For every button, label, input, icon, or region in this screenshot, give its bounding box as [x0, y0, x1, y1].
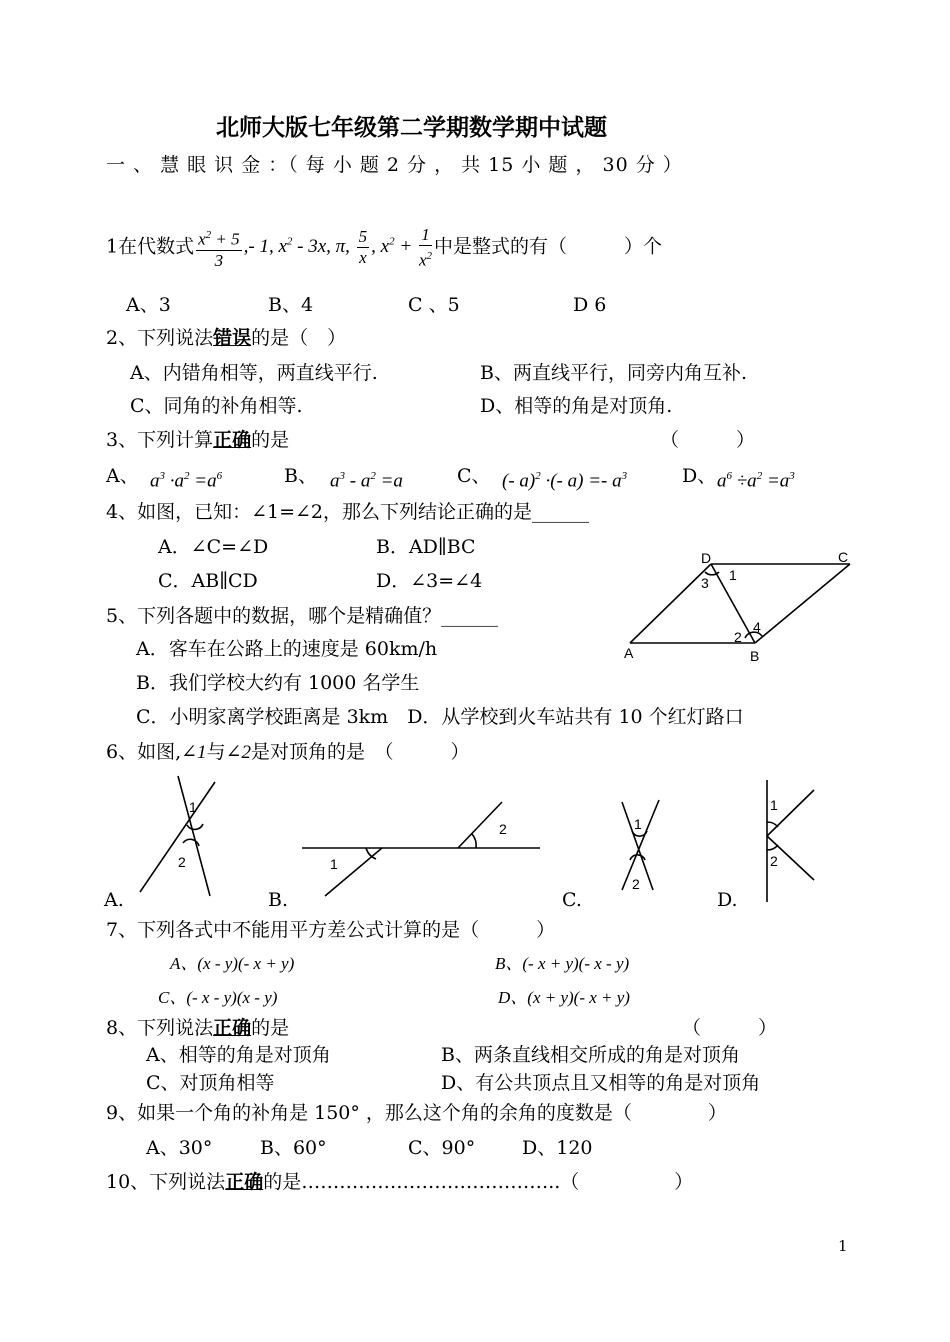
q8-option-c: C、对顶角相等	[146, 1072, 275, 1094]
q3-option-c: (- a)$^2$ ·(- $a) =- a^3$	[502, 470, 628, 492]
question-6	[106, 740, 470, 765]
q4-option-c: C．AB∥CD	[158, 570, 258, 592]
q6-option-d: D.	[717, 889, 738, 911]
q8-keyword: 正确	[213, 1017, 252, 1039]
q4-label-d: D	[701, 550, 712, 566]
q7-option-a: A、(x - y)(- x + y)	[170, 954, 295, 973]
q3-stem-end: 的是	[251, 429, 290, 451]
q3-option-d-label: D、	[682, 465, 717, 487]
q10-keyword: 正确	[225, 1171, 264, 1193]
q6-angle-1: ∠1	[181, 742, 207, 763]
q4-angle-4: 4	[753, 619, 761, 635]
q6-stem-end: 是对顶角的是 （ ）	[251, 741, 470, 763]
q5-option-b: B．我们学校大约有 1000 名学生	[136, 672, 420, 694]
q6-b-label-2: 2	[499, 821, 507, 837]
page-number: 1	[838, 1237, 848, 1255]
question-2	[106, 326, 346, 350]
q2-option-d: D、相等的角是对顶角.	[480, 395, 673, 417]
q4-label-c: C	[838, 550, 849, 565]
q6-angle-2: ∠2	[225, 742, 251, 763]
q3-option-b: $a^3 - a^2 =a$	[330, 470, 403, 492]
q5-option-a: A．客车在公路上的速度是 60km/h	[136, 638, 438, 660]
q6-d-label-2: 2	[770, 853, 778, 869]
q9-option-b: B、60°	[260, 1137, 327, 1159]
q6-c-label-2: 2	[632, 876, 640, 892]
q7-option-d: D、(x + y)(- x + y)	[498, 988, 630, 1007]
q8-option-d: D、有公共顶点且又相等的角是对顶角	[441, 1072, 761, 1094]
q8-stem-end: 的是	[251, 1017, 290, 1039]
q6-d-label-1: 1	[770, 797, 778, 813]
q1-prefix: 1在代数式	[106, 235, 195, 258]
q4-angle-1: 1	[729, 567, 737, 583]
q7-option-c: C、(- x - y)(x - y)	[158, 988, 278, 1007]
q4-label-a: A	[624, 645, 634, 661]
q3-option-a-label: A、	[106, 465, 139, 487]
q9-option-a: A、30°	[146, 1137, 213, 1159]
q4-option-b: B．AD∥BC	[376, 536, 476, 558]
q4-angle-2: 2	[734, 629, 742, 645]
question-5: 5、下列各题中的数据，哪个是精确值？______	[106, 605, 499, 627]
q4-figure	[615, 550, 855, 665]
q6-c-label-1: 1	[634, 816, 642, 832]
section-heading: 一 、 慧 眼 识 金 ：（ 每 小 题 2 分 ， 共 15 小 题 ， 30 分 ）	[106, 154, 683, 176]
q4-angle-3: 3	[701, 575, 709, 591]
q8-option-b: B、两条直线相交所成的角是对顶角	[441, 1044, 740, 1066]
q6-option-a: A.	[104, 889, 124, 911]
q2-keyword: 错误	[213, 327, 252, 349]
q6-stem: 6、如图,	[106, 741, 182, 763]
q3-keyword: 正确	[213, 429, 252, 451]
q9-option-c: C、90°	[408, 1137, 476, 1159]
q10-stem: 10、下列说法	[106, 1171, 226, 1193]
q3-option-a: $a^3 \cdot a^2 =a^6$	[150, 470, 223, 492]
q1-option-c: C 、5	[408, 294, 460, 316]
q3-option-d: $a^6 \div a^2 =a^3$	[717, 470, 795, 492]
q1-option-b: B、4	[268, 294, 314, 316]
q3-paren: （ ）	[660, 429, 756, 451]
q1-expression: $\frac{x^2 + 5}{3}$ ,- 1, $x^2 - 3x$, π, $\frac{5}{x}$ , $x^2$ + $\frac{1}{x^2}$	[198, 225, 432, 270]
q3-option-b-label: B、	[284, 465, 317, 487]
q4-option-d: D．∠3=∠4	[376, 570, 483, 592]
q2-stem: 2、下列说法	[106, 327, 214, 349]
q6-option-c: C.	[562, 889, 582, 911]
question-9: 9、如果一个角的补角是 150° ，那么这个角的余角的度数是（ ）	[106, 1102, 727, 1124]
q2-option-a: A、内错角相等，两直线平行.	[130, 362, 378, 384]
q9-option-d: D、120	[522, 1137, 593, 1159]
question-3	[106, 428, 289, 452]
q7-option-b: B、(- x + y)(- x - y)	[495, 954, 630, 973]
q4-option-a: A．∠C=∠D	[158, 536, 269, 558]
q6-option-b: B.	[268, 889, 289, 911]
q6-a-label-2: 2	[178, 854, 186, 870]
question-8	[106, 1016, 289, 1040]
q3-stem: 3、下列计算	[106, 429, 214, 451]
q2-stem-end: 的是（ ）	[251, 327, 347, 349]
q6-figures	[0, 770, 950, 910]
question-1	[106, 213, 662, 276]
q8-stem: 8、下列说法	[106, 1017, 214, 1039]
q6-stem-mid: 与	[206, 741, 226, 763]
question-7: 7、下列各式中不能用平方差公式计算的是（ ）	[106, 919, 556, 941]
q5-option-c-d: C．小明家离学校距离是 3km D．从学校到火车站共有 10 个红灯路口	[136, 706, 744, 728]
question-10	[106, 1170, 693, 1194]
q2-option-b: B、两直线平行，同旁内角互补.	[480, 362, 748, 384]
q3-option-c-label: C、	[457, 465, 491, 487]
q6-a-label-1: 1	[189, 799, 197, 815]
page-title: 北师大版七年级第二学期数学期中试题	[216, 114, 607, 141]
q6-b-label-1: 1	[330, 856, 338, 872]
q1-option-a: A、3	[126, 294, 171, 316]
q8-paren: （ ）	[682, 1017, 778, 1039]
q8-option-a: A、相等的角是对顶角	[146, 1044, 331, 1066]
q2-option-c: C、同角的补角相等.	[130, 395, 303, 417]
q10-stem-end: 的是…………………………………..（ ）	[263, 1171, 694, 1193]
q4-label-b: B	[750, 648, 760, 664]
q1-option-d: D 6	[573, 294, 607, 316]
q1-suffix: 中是整式的有（ ）个	[433, 235, 662, 258]
question-4: 4、如图，已知：∠1=∠2，那么下列结论正确的是______	[106, 501, 590, 523]
